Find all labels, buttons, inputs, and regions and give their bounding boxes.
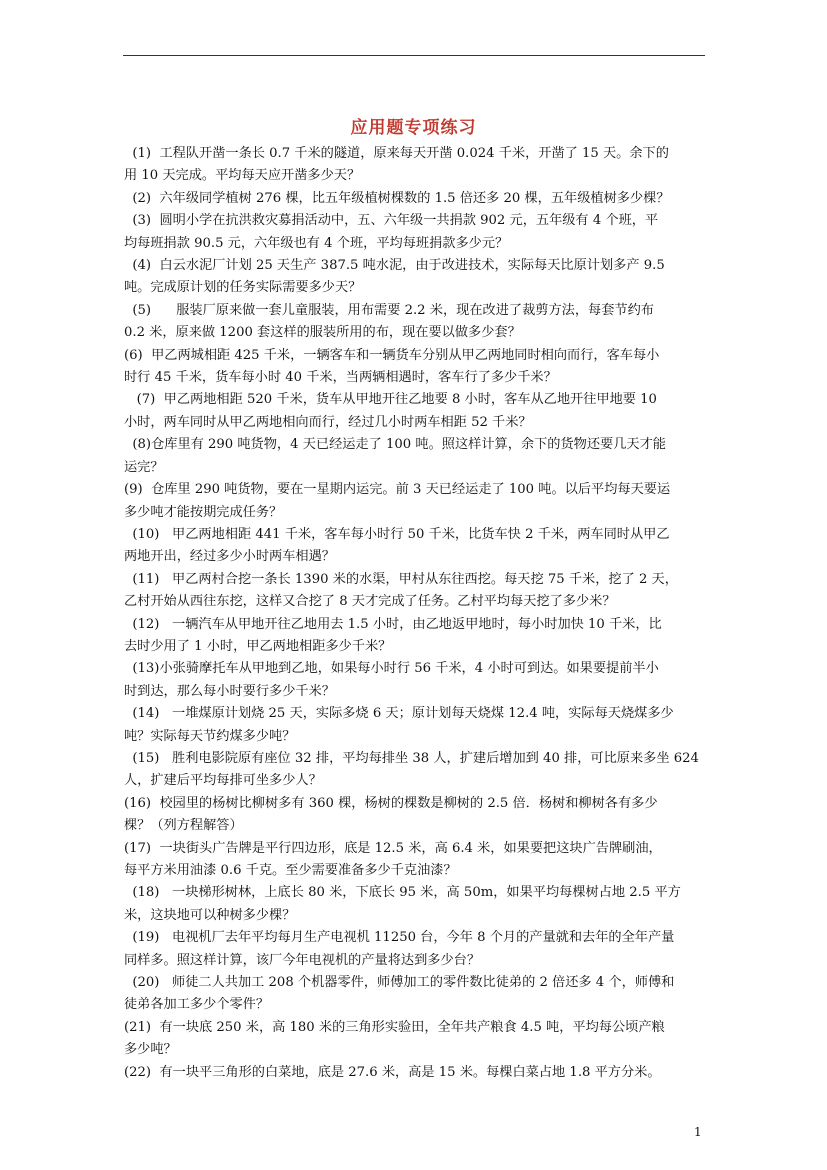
problem-9-line-1: (9) 仓库里 290 吨货物，要在一星期内运完。前 3 天已经运走了 100 吨。以后平均每天要运	[124, 482, 671, 498]
problem-10-line-1: (10) 甲乙两地相距 441 千米，客车每小时行 50 千米，比货车快 2 千米，两车同时从甲乙	[124, 526, 670, 542]
problem-15-line-2: 人，扩建后平均每排可坐多少人？	[124, 773, 322, 789]
problem-3-line-2: 均每班捐款 90.5 元，六年级也有 4 个班，平均每班捐款多少元？	[124, 235, 509, 251]
problem-7-line-2: 小时，两车同时从甲乙两地相向而行，经过几小时两车相距 52 千米？	[124, 414, 532, 430]
problem-5-line-1: (5) 服装厂原来做一套儿童服装，用布需要 2.2 米，现在改进了裁剪方法，每套节约布	[124, 302, 654, 318]
problem-12-line-2: 去时少用了 1 小时，甲乙两地相距多少千米？	[124, 638, 392, 654]
problem-4-line-2: 吨。完成原计划的任务实际需要多少天？	[124, 280, 362, 296]
header-rule	[123, 55, 705, 56]
problem-22-line-1: (22) 有一块平三角形的白菜地，底是 27.6 米，高是 15 米。每棵白菜占地 1.8 平方分米。	[124, 1064, 661, 1080]
problem-16-line-1: (16) 校园里的杨树比柳树多有 360 棵，杨树的棵数是柳树的 2.5 倍．杨树和柳树各有多少	[124, 795, 658, 811]
problem-21-line-1: (21) 有一块底 250 米，高 180 米的三角形实验田，全年共产粮食 4.5 吨，平均每公顷产粮	[124, 1019, 665, 1035]
problem-6-line-2: 时行 45 千米，货车每小时 40 千米，当两辆相遇时，客车行了多少千米？	[124, 370, 557, 386]
problem-20-line-1: (20) 师徒二人共加工 208 个机器零件，师傅加工的零件数比徒弟的 2 倍还多 4 个，师傅和	[124, 975, 675, 991]
problem-4-line-1: (4) 白云水泥厂计划 25 天生产 387.5 吨水泥，由于改进技术，实际每天比原计划多产 9.5	[124, 258, 665, 274]
problem-1-line-2: 用 10 天完成。平均每天应开凿多少天？	[124, 168, 361, 184]
problem-14-line-2: 吨？实际每天节约煤多少吨？	[124, 728, 296, 744]
problem-15-line-1: (15) 胜利电影院原有座位 32 排，平均每排坐 38 人，扩建后增加到 40 排，可比原来多坐 624	[124, 750, 699, 766]
problem-8-line-2: 运完？	[124, 459, 164, 475]
problem-5-line-2: 0.2 米，原来做 1200 套这样的服装所用的布，现在要以做多少套？	[124, 325, 521, 341]
problem-19-line-1: (19) 电视机厂去年平均每月生产电视机 11250 台，今年 8 个月的产量就和去年的全年产量	[124, 930, 675, 946]
problem-8-line-1: (8)仓库里有 290 吨货物，4 天已经运走了 100 吨。照这样计算，余下的货物还要几天才能	[124, 437, 666, 453]
page-title: 应用题专项练习	[350, 118, 477, 138]
problem-6-line-1: (6) 甲乙两城相距 425 千米，一辆客车和一辆货车分别从甲乙两地同时相向而行，客车每小	[124, 347, 660, 363]
problem-16-line-2: 棵？（列方程解答）	[124, 818, 243, 834]
problem-3-line-1: (3) 圆明小学在抗洪救灾募捐活动中，五、六年级一共捐款 902 元，五年级有 4 个班，平	[124, 213, 659, 229]
problem-18-line-2: 米，这块地可以种树多少棵？	[124, 907, 296, 923]
problem-17-line-2: 每平方米用油漆 0.6 千克。至少需要准备多少千克油漆？	[124, 863, 457, 878]
page-number: 1	[694, 1125, 702, 1139]
problem-11-line-2: 乙村开始从西往东挖，这样又合挖了 8 天才完成了任务。乙村平均每天挖了多少米？	[124, 594, 616, 610]
problem-9-line-2: 多少吨才能按期完成任务？	[124, 504, 283, 520]
problem-13-line-2: 时到达，那么每小时要行多少千米？	[124, 683, 335, 699]
problem-12-line-1: (12) 一辆汽车从甲地开往乙地用去 1.5 小时，由乙地返甲地时，每小时加快 10 千米，比	[124, 616, 662, 632]
problem-1-line-1: (1) 工程队开凿一条长 0.7 千米的隧道，原来每天开凿 0.024 千米，开凿了 15 天。余下的	[124, 146, 669, 161]
problem-7-line-1: (7) 甲乙两地相距 520 千米，货车从甲地开往乙地要 8 小时，客车从乙地开往甲地要 10	[124, 392, 657, 408]
problem-14-line-1: (14) 一堆煤原计划烧 25 天，实际多烧 6 天；原计划每天烧煤 12.4 吨，实际每天烧煤多少	[124, 706, 674, 722]
problem-10-line-2: 两地开出，经过多少小时两车相遇？	[124, 549, 335, 565]
problem-17-line-1: (17) 一块街头广告牌是平行四边形，底是 12.5 米，高 6.4 米，如果要把这块广告牌刷油，	[124, 840, 662, 856]
problem-list	[124, 143, 712, 1084]
problem-21-line-2: 多少吨？	[124, 1042, 177, 1058]
problem-13-line-1: (13)小张骑摩托车从甲地到乙地，如果每小时行 56 千米，4 小时可到达。如果要提前半小	[124, 661, 659, 677]
problem-19-line-2: 同样多。照这样计算，该厂今年电视机的产量将达到多少台？	[124, 952, 481, 968]
problem-18-line-1: (18) 一块梯形树林，上底长 80 米，下底长 95 米，高 50m，如果平均每棵树占地 2.5 平方	[124, 885, 681, 901]
problem-2-line-1: (2) 六年级同学植树 276 棵，比五年级植树棵数的 1.5 倍还多 20 棵，五年级植树多少棵？	[124, 190, 670, 206]
problem-20-line-2: 徒弟各加工多少个零件？	[124, 997, 270, 1013]
problem-11-line-1: (11) 甲乙两村合挖一条长 1390 米的水渠，甲村从东往西挖。每天挖 75 千米，挖了 2 天，	[124, 571, 678, 587]
